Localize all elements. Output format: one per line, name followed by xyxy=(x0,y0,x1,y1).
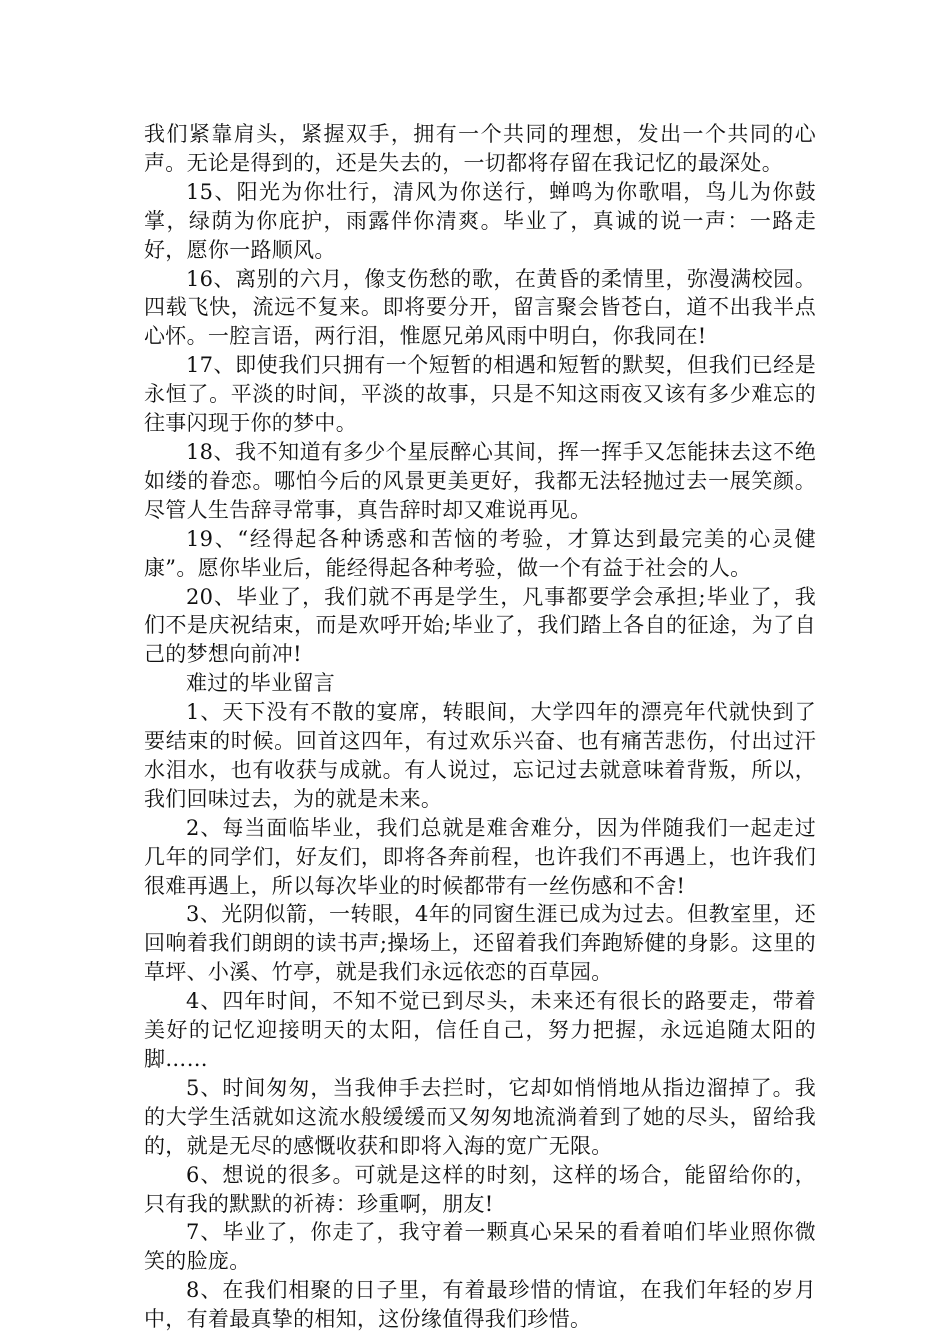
paragraph-item-20: 20、毕业了，我们就不再是学生，凡事都要学会承担;毕业了，我们不是庆祝结束，而是欢呼开始;毕业了，我们踏上各自的征途，为了自己的梦想向前冲! xyxy=(144,584,816,667)
paragraph-item-4: 4、四年时间，不知不觉已到尽头，未来还有很长的路要走，带着美好的记忆迎接明天的太阳，信任自己，努力把握，永远追随太阳的脚…… xyxy=(144,989,816,1071)
paragraph-continuation: 我们紧靠肩头，紧握双手，拥有一个共同的理想，发出一个共同的心声。无论是得到的，还是失去的，一切都将存留在我记忆的最深处。 xyxy=(144,122,816,175)
section-heading: 难过的毕业留言 xyxy=(186,671,336,696)
paragraph-item-15: 15、阳光为你壮行，清风为你送行，蝉鸣为你歌唱，鸟儿为你鼓掌，绿荫为你庇护，雨露伴你清爽。毕业了，真诚的说一声：一路走好，愿你一路顺风。 xyxy=(144,179,816,262)
paragraph-item-6: 6、想说的很多。可就是这样的时刻，这样的场合，能留给你的，只有我的默默的祈祷：珍重啊，朋友! xyxy=(144,1162,816,1216)
paragraph-item-1: 1、天下没有不散的宴席，转眼间，大学四年的漂亮年代就快到了要结束的时候。回首这四年，有过欢乐兴奋、也有痛苦悲伤，付出过汗水泪水，也有收获与成就。有人说过，忘记过去就意味着背叛，所以，我们回味过去，为的就是未来。 xyxy=(144,700,816,811)
document-body xyxy=(144,120,816,1334)
paragraph-item-8: 8、在我们相聚的日子里，有着最珍惜的情谊，在我们年轻的岁月中，有着最真挚的相知，这份缘值得我们珍惜。 xyxy=(144,1278,816,1332)
paragraph-item-17: 17、即使我们只拥有一个短暂的相遇和短暂的默契，但我们已经是永恒了。平淡的时间，平淡的故事，只是不知这雨夜又该有多少难忘的往事闪现于你的梦中。 xyxy=(144,353,816,436)
paragraph-item-16: 16、离别的六月，像支伤愁的歌，在黄昏的柔情里，弥漫满校园。四载飞快，流远不复来。即将要分开，留言聚会皆苍白，道不出我半点心怀。一腔言语，两行泪，惟愿兄弟风雨中明白，你我同在! xyxy=(144,266,816,349)
paragraph-item-2: 2、每当面临毕业，我们总就是难舍难分，因为伴随我们一起走过几年的同学们，好友们，即将各奔前程，也许我们不再遇上，也许我们很难再遇上，所以每次毕业的时候都带有一丝伤感和不舍! xyxy=(144,815,816,898)
paragraph-item-5: 5、时间匆匆，当我伸手去拦时，它却如悄悄地从指边溜掉了。我的大学生活就如这流水般缓缓而又匆匆地流淌着到了她的尽头，留给我的，就是无尽的感慨收获和即将入海的宽广无限。 xyxy=(144,1075,816,1158)
paragraph-item-18: 18、我不知道有多少个星辰醉心其间，挥一挥手又怎能抹去这不绝如缕的眷恋。哪怕今后的风景更美更好，我都无法轻抛过去一展笑颜。尽管人生告辞寻常事，真告辞时却又难说再见。 xyxy=(144,439,816,522)
paragraph-item-7: 7、毕业了，你走了，我守着一颗真心呆呆的看着咱们毕业照你微笑的脸庞。 xyxy=(144,1220,816,1274)
paragraph-item-19: 19、“经得起各种诱惑和苦恼的考验，才算达到最完美的心灵健康”。愿你毕业后，能经得起各种考验，做一个有益于社会的人。 xyxy=(144,526,816,580)
paragraph-item-3: 3、光阴似箭，一转眼，4年的同窗生涯已成为过去。但教室里，还回响着我们朗朗的读书声;操场上，还留着我们奔跑矫健的身影。这里的草坪、小溪、竹亭，就是我们永远依恋的百草园。 xyxy=(144,902,816,985)
